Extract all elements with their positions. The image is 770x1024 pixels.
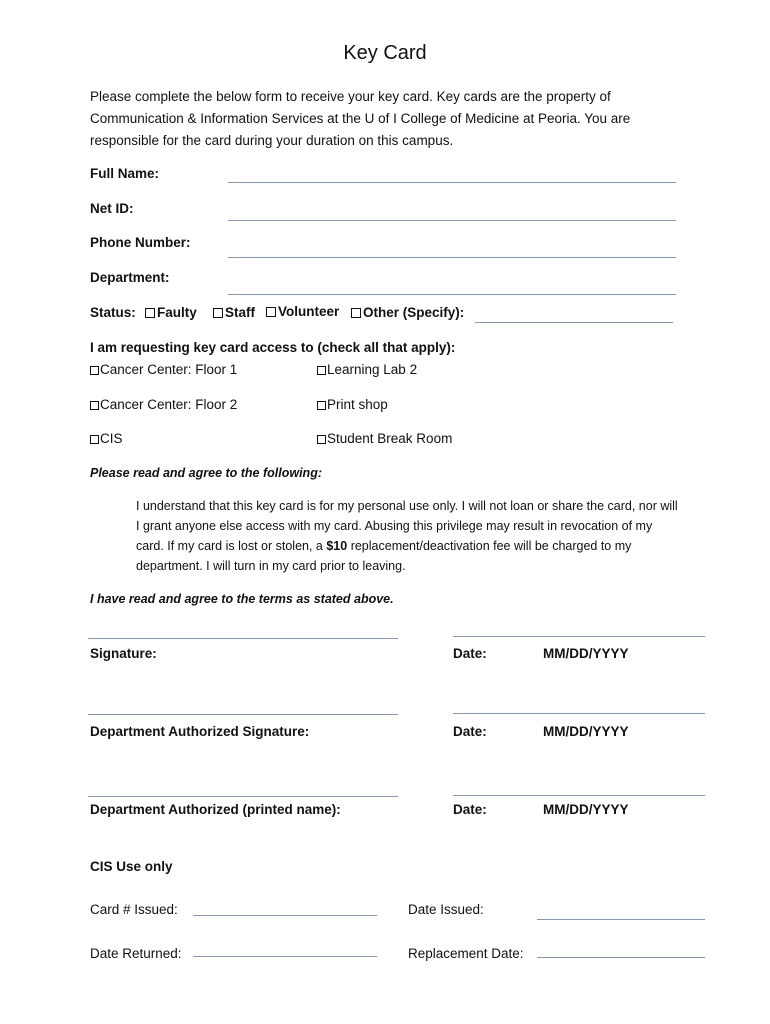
cis-use-heading: CIS Use only [90, 859, 173, 874]
full-name-label: Full Name: [90, 166, 160, 181]
signature-label: Signature: [90, 646, 157, 661]
checkbox-icon [266, 307, 276, 317]
checkbox-icon [351, 308, 361, 318]
status-other-checkbox[interactable] [351, 305, 464, 320]
card-issued-label: Card # Issued: [90, 902, 178, 917]
checkbox-icon [90, 401, 99, 410]
signature-date-format: MM/DD/YYYY [543, 646, 629, 661]
terms-text: replacement/deactivation fee will be charged to my department. I will turn in my card prior to leaving. [136, 539, 632, 573]
checkbox-icon [213, 308, 223, 318]
date-issued-label: Date Issued: [408, 902, 484, 917]
access-learning-lab-checkbox[interactable] [317, 362, 417, 377]
agreement-heading: Please read and agree to the following: [90, 466, 322, 480]
checkbox-icon [317, 366, 326, 375]
dept-signature-date-format: MM/DD/YYYY [543, 724, 629, 739]
status-option-label: Staff [225, 305, 255, 320]
form-title: Key Card [343, 42, 427, 64]
access-option-label: Student Break Room [327, 431, 453, 446]
access-cancer-floor2-checkbox[interactable] [90, 397, 237, 412]
status-faulty-checkbox[interactable] [145, 305, 197, 320]
replacement-date-field[interactable] [537, 957, 705, 958]
access-option-label: Cancer Center: Floor 1 [100, 362, 238, 377]
net-id-field[interactable] [228, 220, 676, 221]
access-option-label: CIS [100, 431, 123, 446]
agreement-terms [136, 496, 681, 576]
signature-date-field[interactable] [453, 636, 705, 637]
phone-number-field[interactable] [228, 257, 676, 258]
access-cancer-floor1-checkbox[interactable] [90, 362, 237, 377]
intro-text: Please complete the below form to receive your key card. Key cards are the property of Communication & Information Services at the U of I College of Medicine at Peoria. You are responsible for the card during your duration on this campus. [90, 89, 631, 148]
checkbox-icon [317, 435, 326, 444]
dept-printed-date-label: Date: [453, 802, 487, 817]
dept-printed-name-field[interactable] [88, 796, 398, 797]
checkbox-icon [90, 366, 99, 375]
checkbox-icon [90, 435, 99, 444]
dept-signature-field[interactable] [88, 714, 398, 715]
dept-printed-date-format: MM/DD/YYYY [543, 802, 629, 817]
checkbox-icon [145, 308, 155, 318]
date-issued-field[interactable] [537, 919, 705, 920]
department-label: Department: [90, 270, 170, 285]
access-break-room-checkbox[interactable] [317, 431, 452, 446]
full-name-field[interactable] [228, 182, 676, 183]
signature-field[interactable] [88, 638, 398, 639]
access-print-shop-checkbox[interactable] [317, 397, 388, 412]
dept-signature-date-label: Date: [453, 724, 487, 739]
department-field[interactable] [228, 294, 676, 295]
status-staff-checkbox[interactable] [213, 305, 255, 320]
phone-number-label: Phone Number: [90, 235, 191, 250]
net-id-label: Net ID: [90, 201, 134, 216]
status-other-field[interactable] [475, 322, 673, 323]
terms-text: I understand that this key card is for my personal use only. I will not loan or share the card, nor will I grant anyone else access with my card. Abusing this privilege may result in revocation of my card. If my card is lost or stolen, a [136, 499, 678, 553]
status-label: Status: [90, 305, 136, 320]
access-cis-checkbox[interactable] [90, 431, 123, 446]
dept-signature-date-field[interactable] [453, 713, 705, 714]
replacement-date-label: Replacement Date: [408, 946, 524, 961]
status-option-label: Volunteer [278, 304, 340, 319]
date-returned-label: Date Returned: [90, 946, 182, 961]
date-returned-field[interactable] [193, 956, 377, 957]
access-option-label: Learning Lab 2 [327, 362, 418, 377]
signature-date-label: Date: [453, 646, 487, 661]
access-heading: I am requesting key card access to (check all that apply): [90, 340, 456, 355]
dept-printed-date-field[interactable] [453, 795, 705, 796]
agreement-confirmation: I have read and agree to the terms as stated above. [90, 592, 394, 606]
status-option-label: Faulty [157, 305, 197, 320]
access-option-label: Print shop [327, 397, 388, 412]
status-volunteer-checkbox[interactable] [266, 304, 339, 319]
fee-amount: $10 [326, 539, 348, 553]
card-issued-field[interactable] [193, 915, 377, 916]
status-option-label: Other (Specify): [363, 305, 465, 320]
checkbox-icon [317, 401, 326, 410]
access-option-label: Cancer Center: Floor 2 [100, 397, 238, 412]
dept-signature-label: Department Authorized Signature: [90, 724, 310, 739]
dept-printed-name-label: Department Authorized (printed name): [90, 802, 341, 817]
